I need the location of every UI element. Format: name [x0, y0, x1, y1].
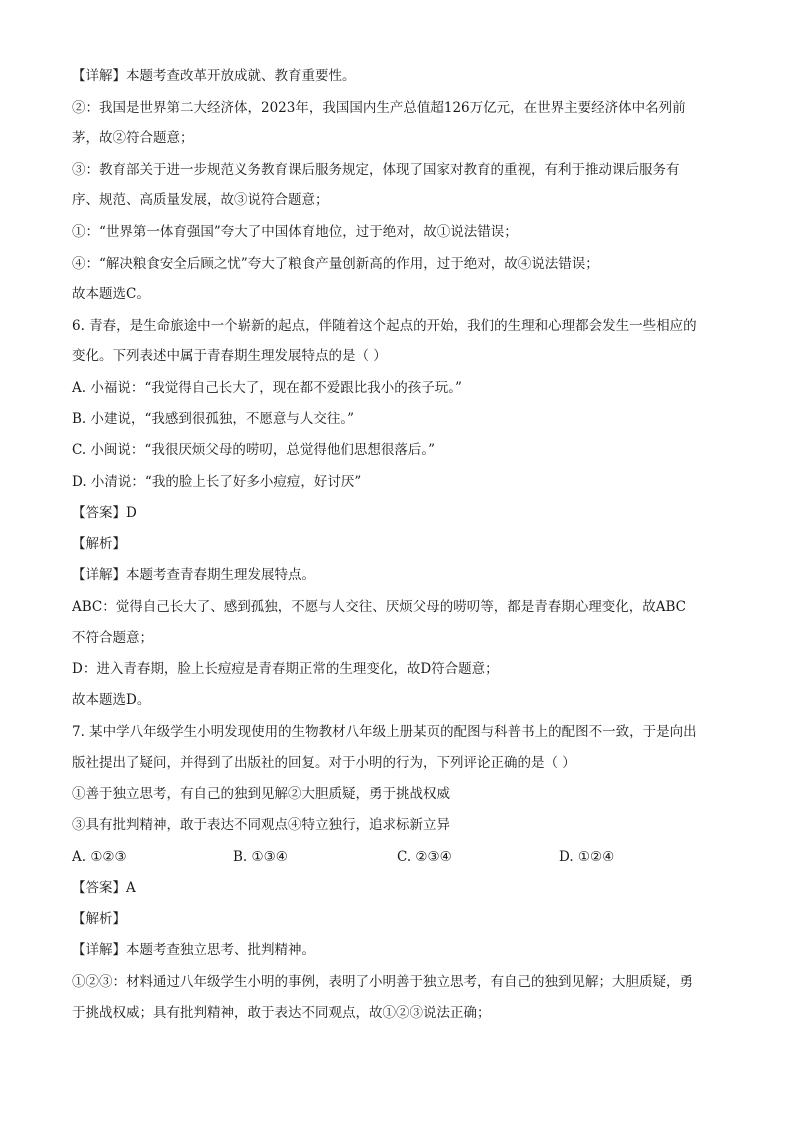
- analysis-label: 【解析】: [72, 911, 126, 927]
- text-line: 故本题选C。: [72, 286, 150, 302]
- answer-label: 【答案】A: [72, 880, 136, 896]
- text-line: ②：我国是世界第二大经济体，2023年，我国国内生产总值超126万亿元，在世界主要经济体中名列前: [72, 100, 686, 116]
- option-d: D. 小清说：“我的脸上长了好多小痘痘，好讨厌”: [72, 474, 362, 490]
- answer-label: 【答案】D: [72, 505, 137, 521]
- option-a: A. 小福说：“我觉得自己长大了，现在都不爱跟比我小的孩子玩。”: [72, 380, 462, 396]
- text-line: 茅，故②符合题意；: [72, 130, 194, 146]
- option-a: A. ①②③: [72, 849, 127, 865]
- question-6-stem: 变化。下列表述中属于青春期生理发展特点的是（ ）: [72, 348, 387, 364]
- option-b: B. ①③④: [233, 849, 288, 865]
- question-7-stem: 7. 某中学八年级学生小明发现使用的生物教材八年级上册某页的配图与科普书上的配图不一致，于是向出: [72, 724, 697, 740]
- option-d: D. ①②④: [559, 849, 615, 865]
- text-line: 【详解】本题考查独立思考、批判精神。: [72, 942, 315, 958]
- text-line: 【详解】本题考查改革开放成就、教育重要性。: [72, 68, 356, 84]
- statement-line: ③具有批判精神，敢于表达不同观点④特立独行，追求标新立异: [72, 817, 450, 833]
- text-line: 故本题选D。: [72, 692, 151, 708]
- analysis-label: 【解析】: [72, 536, 126, 552]
- option-b: B. 小建说，“我感到很孤独，不愿意与人交往。”: [72, 411, 355, 427]
- text-line: 于挑战权威；具有批判精神，敢于表达不同观点，故①②③说法正确；: [72, 1005, 491, 1021]
- text-line: ③：教育部关于进一步规范义务教育课后服务规定，体现了国家对教育的重视，有利于推动课后服务有: [72, 162, 680, 178]
- text-line: D：进入青春期，脸上长痘痘是青春期正常的生理变化，故D符合题意；: [72, 661, 499, 677]
- statement-line: ①善于独立思考，有自己的独到见解②大胆质疑，勇于挑战权威: [72, 786, 450, 802]
- text-line: ④：“解决粮食安全后顾之忧”夸大了粮食产量创新高的作用，过于绝对，故④说法错误；: [72, 256, 599, 272]
- text-line: 【详解】本题考查青春期生理发展特点。: [72, 567, 315, 583]
- text-line: ABC：觉得自己长大了、感到孤独，不愿与人交往、厌烦父母的唠叨等，都是青春期心理变化，故ABC: [72, 599, 686, 615]
- option-c: C. 小闽说：“我很厌烦父母的唠叨，总觉得他们思想很落后。”: [72, 442, 435, 458]
- question-6-stem: 6. 青春，是生命旅途中一个崭新的起点，伴随着这个起点的开始，我们的生理和心理都会发生一些相应的: [72, 318, 697, 334]
- text-line: ①②③：材料通过八年级学生小明的事例，表明了小明善于独立思考，有自己的独到见解；大胆质疑，勇: [72, 974, 693, 990]
- text-line: 序、规范、高质量发展，故③说符合题意；: [72, 192, 329, 208]
- question-7-stem: 版社提出了疑问，并得到了出版社的回复。对于小明的行为，下列评论正确的是（ ）: [72, 755, 576, 771]
- text-line: ①：“世界第一体育强国”夸大了中国体育地位，过于绝对，故①说法错误；: [72, 224, 518, 240]
- text-line: 不符合题意；: [72, 630, 153, 646]
- option-c: C. ②③④: [397, 849, 452, 865]
